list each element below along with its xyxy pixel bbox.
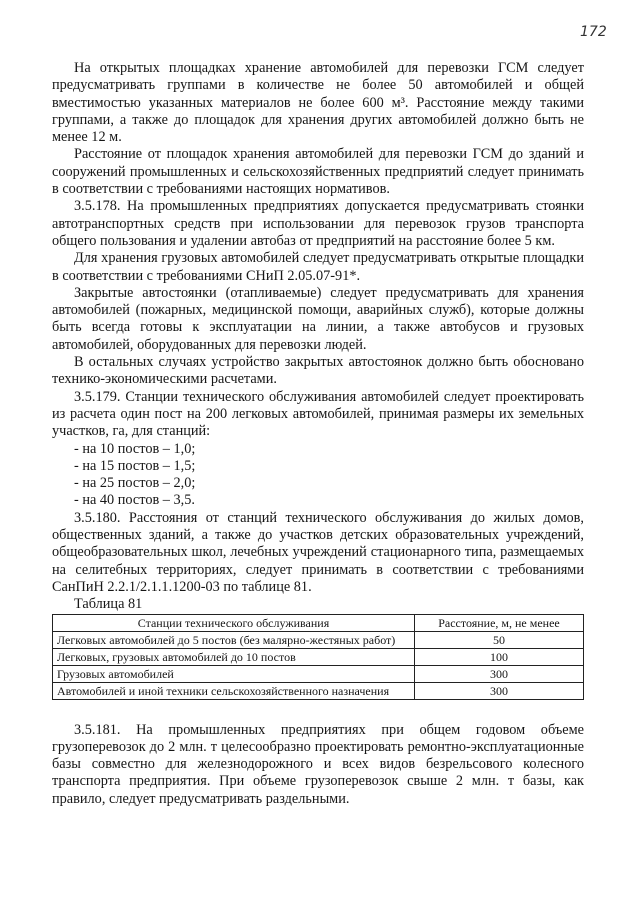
paragraph-3-5-180: 3.5.180. Расстояния от станций технического обслуживания до жилых домов, общественных зданий, а также до участков детских образовательных учреждений, общеобразовательных школ, лечебных учреждений стационарного типа, размещаемых на селитебных территориях, следует принимать в соответствии с требованиями СанПиН 2.2.1/2.1.1.1200-03 по таблице 81. [52,509,584,595]
paragraph-truck-storage: Для хранения грузовых автомобилей следует предусматривать открытые площадки в соответствии с требованиями СНиП 2.05.07-91*. [52,250,584,284]
paragraph-closed-parking: Закрытые автостоянки (отапливаемые) следует предусматривать для хранения автомобилей (пожарных, медицинской помощи, аварийных служб), которые должны быть всегда готовы к эксплуатации на линии, а также автобусов и грузовых автомобилей, оборудованных для перевозки людей. [52,284,584,353]
list-item: - на 10 постов – 1,0; [74,440,196,457]
table-cell-distance: 300 [415,682,584,699]
table-cell-distance: 300 [415,665,584,682]
table-cell-distance: 100 [415,648,584,665]
list-item: - на 15 постов – 1,5; [74,457,196,474]
table-header-row [53,614,584,631]
table-header-distance: Расстояние, м, не менее [415,614,584,631]
paragraph-3-5-181: 3.5.181. На промышленных предприятиях при общем годовом объеме грузоперевозок до 2 млн. т целесообразно проектировать ремонтно-эксплуатационные базы совместно для железнодорожного и всех видов безрельсового колесного транспорта предприятия. При объеме грузоперевозок свыше 2 млн. т базы, как правило, следует предусматривать раздельными. [52,721,584,807]
table-cell-distance: 50 [415,631,584,648]
list-item: - на 25 постов – 2,0; [74,475,196,492]
table-row [53,682,584,699]
paragraph-gsm-distance: Расстояние от площадок хранения автомобилей для перевозки ГСМ до зданий и сооружений промышленных и сельскохозяйственных предприятий следует принимать в соответствии с требованиями настоящих нормативов. [52,146,584,198]
paragraph-3-5-179: 3.5.179. Станции технического обслуживания автомобилей следует проектировать из расчета один пост на 200 легковых автомобилей, принимая размеры их земельных участков, га, для станций: [52,388,584,440]
document-body [52,60,584,808]
paragraph-other-cases: В остальных случаях устройство закрытых автостоянок должно быть обосновано технико-экономическими расчетами. [52,354,584,388]
table-row [53,665,584,682]
paragraph-gsm-groups: На открытых площадках хранение автомобилей для перевозки ГСМ следует предусматривать группами в количестве не более 50 автомобилей и общей вместимостью указанных материалов не более 600 м³. Расстояние между такими группами, а также до площадок для хранения других автомобилей должно быть не менее 12 м. [52,60,584,146]
table-cell-station: Легковых, грузовых автомобилей до 10 постов [53,648,415,665]
paragraph-3-5-178: 3.5.178. На промышленных предприятиях допускается предусматривать стоянки автотранспортных средств при использовании для перевозок грузов транспорта общего пользования и удалении автобаз от предприятий на расстояние более 5 км. [52,198,584,249]
page-number: 172 [580,24,607,40]
list-item: - на 40 постов – 3,5. [74,492,195,509]
table-cell-station: Легковых автомобилей до 5 постов (без малярно-жестяных работ) [53,631,415,648]
table-cell-station: Грузовых автомобилей [53,665,415,682]
table-caption: Таблица 81 [74,596,143,613]
table-cell-station: Автомобилей и иной техники сельскохозяйственного назначения [53,682,415,699]
table-row [53,631,584,648]
table-row [53,648,584,665]
table-header-station: Станции технического обслуживания [53,614,415,631]
table-81 [52,614,584,700]
